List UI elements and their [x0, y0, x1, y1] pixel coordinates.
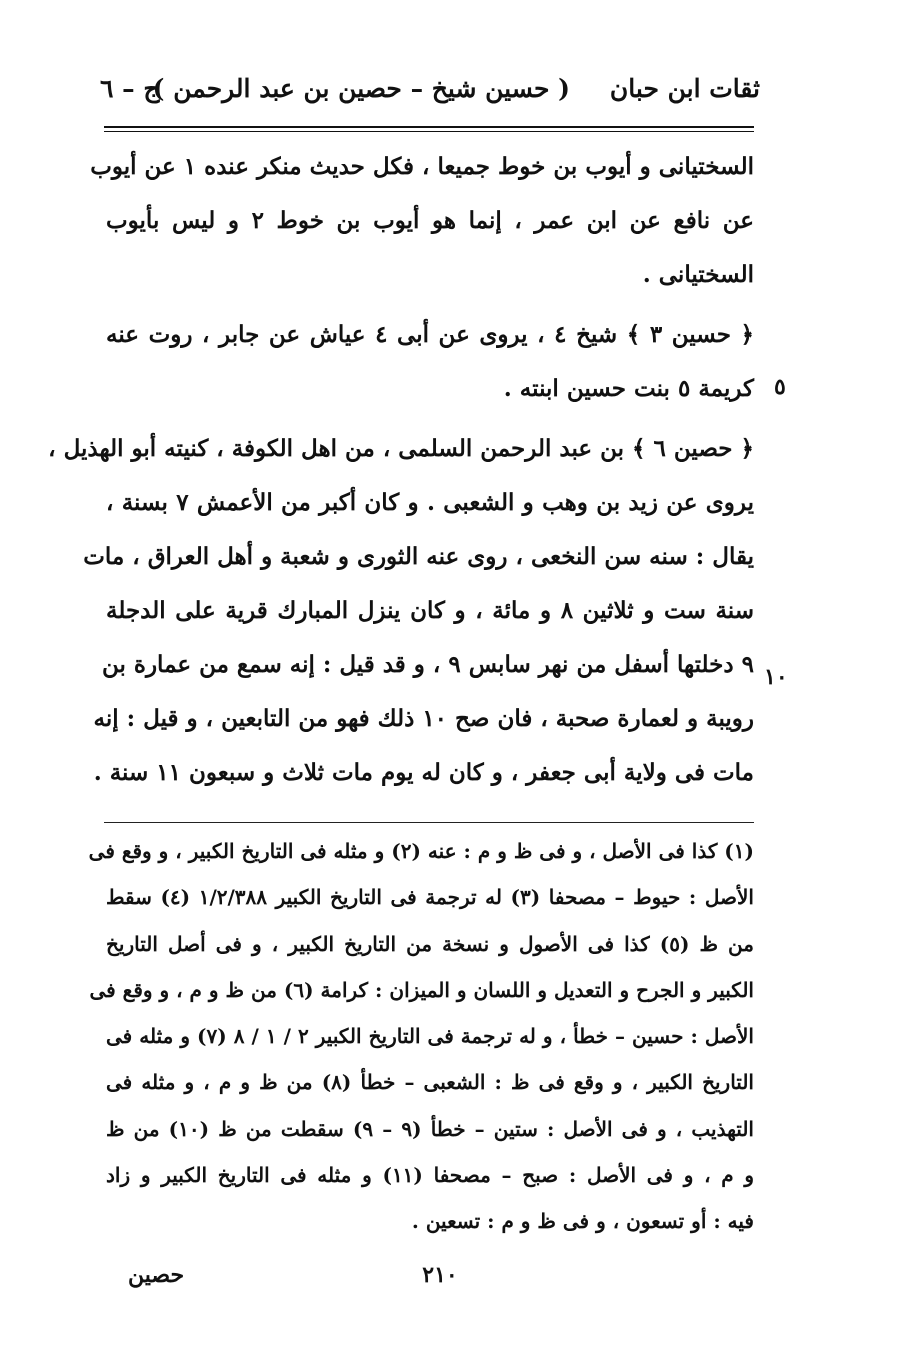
footnotes: [88, 828, 754, 1245]
text-line: عن نافع عن ابن عمر ، إنما هو أيوب بن خوط ٢ و ليس بأيوب: [106, 207, 754, 234]
running-title: ثقات ابن حبان: [609, 74, 760, 103]
volume-label: ج – ٦: [100, 74, 160, 103]
text-line: ﴿ حسين ٣ ﴾ شيخ ٤ ، يروى عن أبى ٤ عياش عن جابر ، روت عنه: [106, 321, 754, 348]
text-line: كريمة ٥ بنت حسين ابنته .: [503, 375, 754, 402]
text-line: ٩ دخلتها أسفل من نهر سابس ٩ ، و قد قيل : إنه سمع من عمارة بن: [101, 651, 754, 678]
text-line: سنة ست و ثلاثين ٨ و مائة ، و كان ينزل المبارك قرية على الدجلة: [106, 597, 754, 624]
text-line: رويبة و لعمارة صحبة ، فان صح ١٠ ذلك فهو من التابعين ، و قيل : إنه: [93, 705, 754, 732]
footnote-rule: [104, 822, 754, 823]
footnote-line: الكبير و الجرح و التعديل و اللسان و الميزان : كرامة (٦) من ظ و م ، و وقع فى: [89, 977, 754, 1002]
footnote-line: و م ، و فى الأصل : صبح – مصحفا (١١) و مثله فى التاريخ الكبير و زاد: [106, 1163, 754, 1188]
text-line: ﴿ حصين ٦ ﴾ بن عبد الرحمن السلمى ، من اهل الكوفة ، كنيته أبو الهذيل ،: [48, 435, 754, 462]
text-line: يروى عن زيد بن وهب و الشعبى . و كان أكبر من الأعمش ٧ بسنة ،: [106, 489, 754, 516]
footnote-line: الأصل : حيوط – مصحفا (٣) له ترجمة فى التاريخ الكبير ١/٢/٣٨٨ (٤) سقط: [106, 885, 754, 910]
footnote-line: فيه : أو تسعون ، و فى ظ و م : تسعين .: [411, 1209, 754, 1234]
line-number-10: ١٠: [764, 664, 788, 690]
footnote-line: (١) كذا فى الأصل ، و فى ظ و م : عنه (٢) و مثله فى التاريخ الكبير ، و وقع فى: [88, 839, 754, 863]
footnote-line: من ظ (٥) كذا فى الأصول و نسخة من التاريخ الكبير ، و فى أصل التاريخ: [106, 931, 754, 956]
header-rule-thin: [104, 131, 754, 132]
footnote-line: الأصل : حسين – خطأ ، و له ترجمة فى التاريخ الكبير ٢ / ١ / ٨ (٧) و مثله فى: [106, 1024, 754, 1049]
text-line: السختيانى .: [642, 261, 754, 288]
main-text: [48, 140, 754, 800]
line-number-5: ٥: [774, 374, 786, 400]
footnote-line: التاريخ الكبير ، و وقع فى ظ : الشعبى – خطأ (٨) من ظ و م ، و مثله فى: [106, 1070, 754, 1095]
text-line: مات فى ولاية أبى جعفر ، و كان له يوم مات ثلاث و سبعون ١١ سنة .: [93, 759, 754, 786]
page-header: [100, 74, 760, 118]
text-line: السختيانى و أيوب بن خوط جميعا ، فكل حديث منكر عنده ١ عن أيوب: [90, 153, 754, 180]
footnote-line: التهذيب ، و فى الأصل : ستين – خطأ (٩ – ٩) سقطت من ظ (١٠) من ظ: [106, 1116, 754, 1141]
header-rule: [104, 126, 754, 128]
page-number: ٢١٠: [422, 1262, 458, 1288]
catchword: حصين: [128, 1262, 185, 1288]
running-subtitle: ( حسين شيخ – حصين بن عبد الرحمن ): [152, 74, 570, 103]
text-line: يقال : سنه سن النخعى ، روى عنه الثورى و شعبة و أهل العراق ، مات: [83, 543, 754, 570]
